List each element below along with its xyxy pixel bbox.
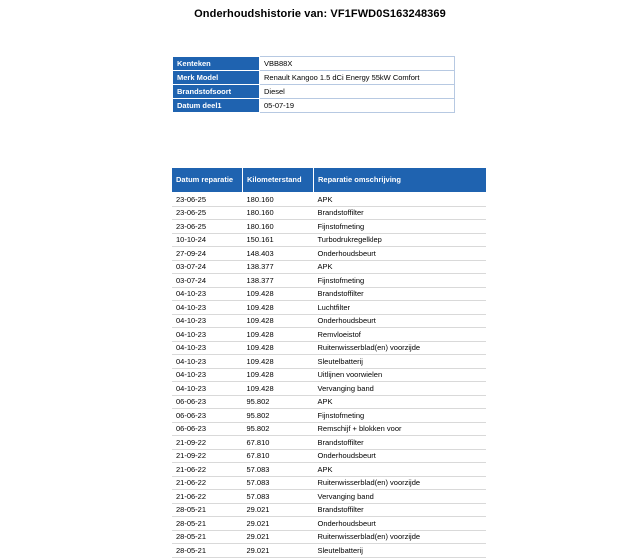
history-cell-date: 06-06-23 bbox=[172, 395, 243, 409]
history-cell-description: Remvloeistof bbox=[314, 328, 487, 342]
history-cell-date: 21-09-22 bbox=[172, 449, 243, 463]
table-row bbox=[172, 422, 486, 436]
history-cell-date: 23-06-25 bbox=[172, 220, 243, 234]
history-cell-date: 27-09-24 bbox=[172, 247, 243, 261]
history-cell-mileage: 109.428 bbox=[243, 287, 314, 301]
table-row bbox=[172, 490, 486, 504]
history-cell-date: 04-10-23 bbox=[172, 287, 243, 301]
table-row bbox=[172, 287, 486, 301]
table-row bbox=[172, 220, 486, 234]
table-row bbox=[172, 409, 486, 423]
vehicle-info-row bbox=[173, 99, 455, 113]
history-cell-date: 28-05-21 bbox=[172, 544, 243, 558]
history-cell-date: 04-10-23 bbox=[172, 314, 243, 328]
history-cell-date: 21-06-22 bbox=[172, 490, 243, 504]
table-row bbox=[172, 544, 486, 558]
history-cell-mileage: 95.802 bbox=[243, 409, 314, 423]
vehicle-info-grid bbox=[172, 56, 455, 113]
history-cell-mileage: 138.377 bbox=[243, 260, 314, 274]
history-cell-date: 06-06-23 bbox=[172, 409, 243, 423]
history-cell-mileage: 57.083 bbox=[243, 490, 314, 504]
history-cell-mileage: 95.802 bbox=[243, 422, 314, 436]
document-page bbox=[0, 8, 640, 555]
table-row bbox=[172, 530, 486, 544]
history-body bbox=[172, 193, 486, 558]
history-cell-description: Ruitenwisserblad(en) voorzijde bbox=[314, 530, 487, 544]
history-cell-description: Onderhoudsbeurt bbox=[314, 517, 487, 531]
history-cell-mileage: 138.377 bbox=[243, 274, 314, 288]
vehicle-info-label: Datum deel1 bbox=[173, 99, 260, 113]
history-cell-description: Uitlijnen voorwielen bbox=[314, 368, 487, 382]
history-cell-description: Ruitenwisserblad(en) voorzijde bbox=[314, 476, 487, 490]
history-cell-description: Sleutelbatterij bbox=[314, 355, 487, 369]
table-row bbox=[172, 463, 486, 477]
table-row bbox=[172, 517, 486, 531]
table-row bbox=[172, 301, 486, 315]
history-cell-date: 04-10-23 bbox=[172, 301, 243, 315]
history-cell-description: APK bbox=[314, 395, 487, 409]
history-cell-date: 03-07-24 bbox=[172, 260, 243, 274]
history-cell-mileage: 150.161 bbox=[243, 233, 314, 247]
vehicle-info-value: VBB88X bbox=[260, 57, 455, 71]
history-cell-date: 23-06-25 bbox=[172, 206, 243, 220]
history-cell-description: Onderhoudsbeurt bbox=[314, 449, 487, 463]
history-cell-description: APK bbox=[314, 463, 487, 477]
history-cell-description: Sleutelbatterij bbox=[314, 544, 487, 558]
history-cell-mileage: 57.083 bbox=[243, 463, 314, 477]
history-cell-date: 10-10-24 bbox=[172, 233, 243, 247]
table-row bbox=[172, 260, 486, 274]
column-header-mileage: Kilometerstand bbox=[243, 168, 314, 193]
history-cell-description: Vervanging band bbox=[314, 490, 487, 504]
history-cell-date: 28-05-21 bbox=[172, 503, 243, 517]
history-cell-mileage: 109.428 bbox=[243, 314, 314, 328]
history-cell-description: Vervanging band bbox=[314, 382, 487, 396]
table-row bbox=[172, 274, 486, 288]
history-cell-mileage: 109.428 bbox=[243, 368, 314, 382]
history-cell-mileage: 148.403 bbox=[243, 247, 314, 261]
table-row bbox=[172, 206, 486, 220]
table-row bbox=[172, 328, 486, 342]
history-cell-date: 04-10-23 bbox=[172, 382, 243, 396]
history-cell-description: Luchtfilter bbox=[314, 301, 487, 315]
history-cell-description: Ruitenwisserblad(en) voorzijde bbox=[314, 341, 487, 355]
history-cell-mileage: 29.021 bbox=[243, 544, 314, 558]
table-row bbox=[172, 395, 486, 409]
history-cell-description: Fijnstofmeting bbox=[314, 274, 487, 288]
history-cell-description: APK bbox=[314, 260, 487, 274]
history-cell-date: 21-06-22 bbox=[172, 476, 243, 490]
history-cell-date: 04-10-23 bbox=[172, 355, 243, 369]
history-cell-mileage: 109.428 bbox=[243, 382, 314, 396]
maintenance-history-grid bbox=[172, 168, 486, 558]
table-row bbox=[172, 247, 486, 261]
history-cell-mileage: 109.428 bbox=[243, 355, 314, 369]
column-header-description: Reparatie omschrijving bbox=[314, 168, 487, 193]
vehicle-info-label: Kenteken bbox=[173, 57, 260, 71]
history-cell-date: 23-06-25 bbox=[172, 193, 243, 207]
history-cell-description: Turbodrukregelklep bbox=[314, 233, 487, 247]
table-row bbox=[172, 341, 486, 355]
history-cell-mileage: 180.160 bbox=[243, 206, 314, 220]
history-cell-description: Fijnstofmeting bbox=[314, 220, 487, 234]
vehicle-info-row bbox=[173, 71, 455, 85]
maintenance-history-table bbox=[172, 168, 486, 558]
history-cell-description: Brandstoffilter bbox=[314, 503, 487, 517]
table-row bbox=[172, 449, 486, 463]
history-cell-description: Brandstoffilter bbox=[314, 436, 487, 450]
table-row bbox=[172, 503, 486, 517]
vehicle-info-value: Diesel bbox=[260, 85, 455, 99]
history-cell-mileage: 95.802 bbox=[243, 395, 314, 409]
table-row bbox=[172, 476, 486, 490]
vehicle-info-row bbox=[173, 57, 455, 71]
table-row bbox=[172, 233, 486, 247]
history-cell-date: 03-07-24 bbox=[172, 274, 243, 288]
history-cell-mileage: 57.083 bbox=[243, 476, 314, 490]
vehicle-info-value: Renault Kangoo 1.5 dCi Energy 55kW Comfort bbox=[260, 71, 455, 85]
history-cell-date: 04-10-23 bbox=[172, 328, 243, 342]
history-cell-date: 28-05-21 bbox=[172, 517, 243, 531]
history-cell-mileage: 109.428 bbox=[243, 301, 314, 315]
table-row bbox=[172, 193, 486, 207]
history-cell-mileage: 109.428 bbox=[243, 341, 314, 355]
history-cell-description: Onderhoudsbeurt bbox=[314, 247, 487, 261]
history-cell-date: 04-10-23 bbox=[172, 341, 243, 355]
history-cell-description: Fijnstofmeting bbox=[314, 409, 487, 423]
table-row bbox=[172, 368, 486, 382]
history-head bbox=[172, 168, 486, 193]
vehicle-info-table bbox=[172, 56, 455, 113]
vehicle-info-label: Brandstofsoort bbox=[173, 85, 260, 99]
history-cell-date: 28-05-21 bbox=[172, 530, 243, 544]
history-cell-mileage: 67.810 bbox=[243, 436, 314, 450]
vehicle-info-value: 05-07-19 bbox=[260, 99, 455, 113]
history-cell-mileage: 109.428 bbox=[243, 328, 314, 342]
history-cell-description: Onderhoudsbeurt bbox=[314, 314, 487, 328]
history-cell-mileage: 29.021 bbox=[243, 503, 314, 517]
history-header-row bbox=[172, 168, 486, 193]
history-cell-description: APK bbox=[314, 193, 487, 207]
table-row bbox=[172, 314, 486, 328]
table-row bbox=[172, 436, 486, 450]
history-cell-description: Brandstoffilter bbox=[314, 206, 487, 220]
history-cell-mileage: 29.021 bbox=[243, 530, 314, 544]
history-cell-mileage: 180.160 bbox=[243, 220, 314, 234]
vehicle-info-body bbox=[173, 57, 455, 113]
history-cell-mileage: 67.810 bbox=[243, 449, 314, 463]
vehicle-info-row bbox=[173, 85, 455, 99]
history-cell-date: 06-06-23 bbox=[172, 422, 243, 436]
table-row bbox=[172, 382, 486, 396]
history-cell-mileage: 180.160 bbox=[243, 193, 314, 207]
history-cell-description: Remschijf + blokken voor bbox=[314, 422, 487, 436]
table-row bbox=[172, 355, 486, 369]
vehicle-info-label: Merk Model bbox=[173, 71, 260, 85]
history-cell-mileage: 29.021 bbox=[243, 517, 314, 531]
page-title: Onderhoudshistorie van: VF1FWD0S163248369 bbox=[194, 8, 446, 20]
column-header-date: Datum reparatie bbox=[172, 168, 243, 193]
history-cell-date: 21-06-22 bbox=[172, 463, 243, 477]
history-cell-date: 21-09-22 bbox=[172, 436, 243, 450]
history-cell-description: Brandstoffilter bbox=[314, 287, 487, 301]
history-cell-date: 04-10-23 bbox=[172, 368, 243, 382]
